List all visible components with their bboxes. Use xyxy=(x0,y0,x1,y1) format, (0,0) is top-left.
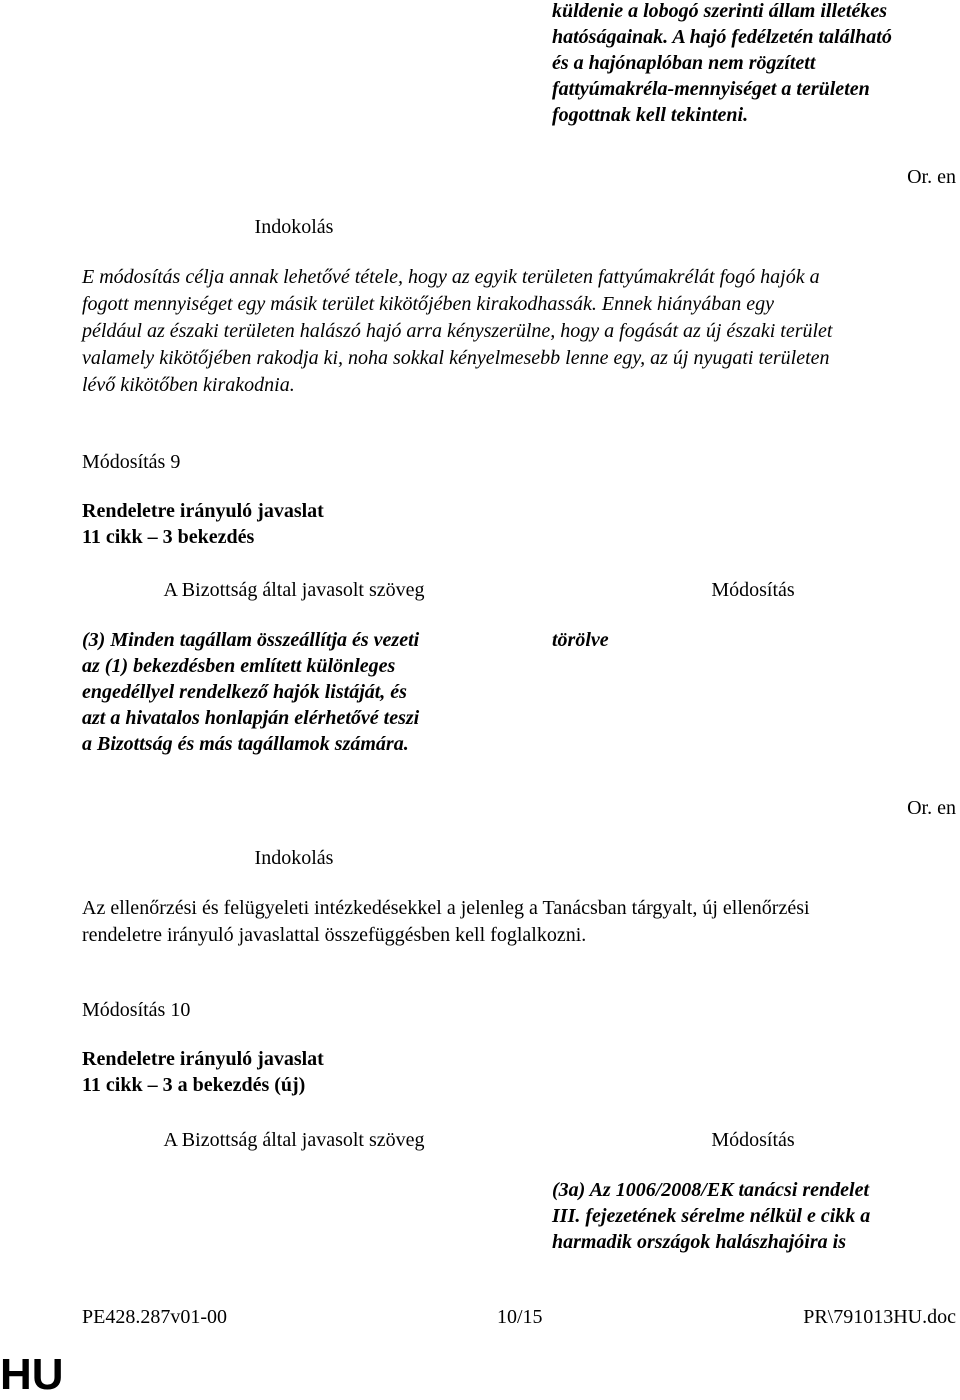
continuation-line: és a hajónaplóban nem rögzített xyxy=(552,52,816,74)
amendment-article: 11 cikk – 3 bekezdés xyxy=(82,526,255,548)
justification-line: E módosítás célja annak lehetővé tétele, hogy az egyik területen fattyúmakrélát fogó hajók a xyxy=(82,266,820,288)
commission-text-line: a Bizottság és más tagállamok számára. xyxy=(82,733,409,755)
footer-file-name: PR\791013HU.doc xyxy=(803,1306,956,1328)
amendment-proposal: Rendeletre irányuló javaslat xyxy=(82,1048,324,1070)
footer-page-number: 10/15 xyxy=(497,1306,543,1328)
commission-text-line: azt a hivatalos honlapján elérhetővé teszi xyxy=(82,707,420,729)
footer-doc-ref: PE428.287v01-00 xyxy=(82,1306,227,1328)
justification-line: lévő kikötőben kirakodnia. xyxy=(82,374,295,396)
continuation-line: fogottnak kell tekinteni. xyxy=(552,104,749,126)
justification-heading: Indokolás xyxy=(254,847,334,869)
continuation-line: küldenie a lobogó szerinti állam illetékes xyxy=(552,0,887,22)
justification-line: fogott mennyiséget egy másik terület kikötőjében kirakodhassák. Ennek hiányában egy xyxy=(82,293,775,315)
justification-line: rendeletre irányuló javaslattal összefüggésben kell foglalkozni. xyxy=(82,924,587,946)
column-header-commission: A Bizottság által javasolt szöveg xyxy=(163,1129,425,1151)
amendment-proposal: Rendeletre irányuló javaslat xyxy=(82,500,324,522)
amendment-text-line: III. fejezetének sérelme nélkül e cikk a xyxy=(552,1205,871,1227)
commission-text-line: az (1) bekezdésben említett különleges xyxy=(82,655,396,677)
amendment-text-line: (3a) Az 1006/2008/EK tanácsi rendelet xyxy=(552,1179,870,1201)
justification-line: valamely kikötőjében rakodja ki, noha sokkal kényelmesebb lenne egy, az új nyugati területen xyxy=(82,347,830,369)
column-header-commission: A Bizottság által javasolt szöveg xyxy=(163,579,425,601)
amendment-text-line: harmadik országok halászhajóira is xyxy=(552,1231,846,1253)
continuation-line: hatóságainak. A hajó fedélzetén található xyxy=(552,26,892,48)
amendment-article: 11 cikk – 3 a bekezdés (új) xyxy=(82,1074,306,1096)
justification-line: például az északi területen halászó hajó arra kényszerülne, hogy a fogását az új északi terület xyxy=(82,320,833,342)
commission-text-line: engedéllyel rendelkező hajók listáját, és xyxy=(82,681,407,703)
original-language-label: Or. en xyxy=(907,166,956,188)
justification-heading: Indokolás xyxy=(254,216,334,238)
column-header-amendment: Módosítás xyxy=(711,1129,795,1151)
language-code: HU xyxy=(0,1350,64,1399)
justification-line: Az ellenőrzési és felügyeleti intézkedésekkel a jelenleg a Tanácsban tárgyalt, új ellenőrzési xyxy=(82,897,810,919)
continuation-line: fattyúmakréla-mennyiséget a területen xyxy=(552,78,870,100)
amendment-title: Módosítás 9 xyxy=(82,451,181,473)
amendment-text: törölve xyxy=(552,629,609,651)
commission-text-line: (3) Minden tagállam összeállítja és vezeti xyxy=(82,629,420,651)
amendment-title: Módosítás 10 xyxy=(82,999,191,1021)
column-header-amendment: Módosítás xyxy=(711,579,795,601)
original-language-label: Or. en xyxy=(907,797,956,819)
